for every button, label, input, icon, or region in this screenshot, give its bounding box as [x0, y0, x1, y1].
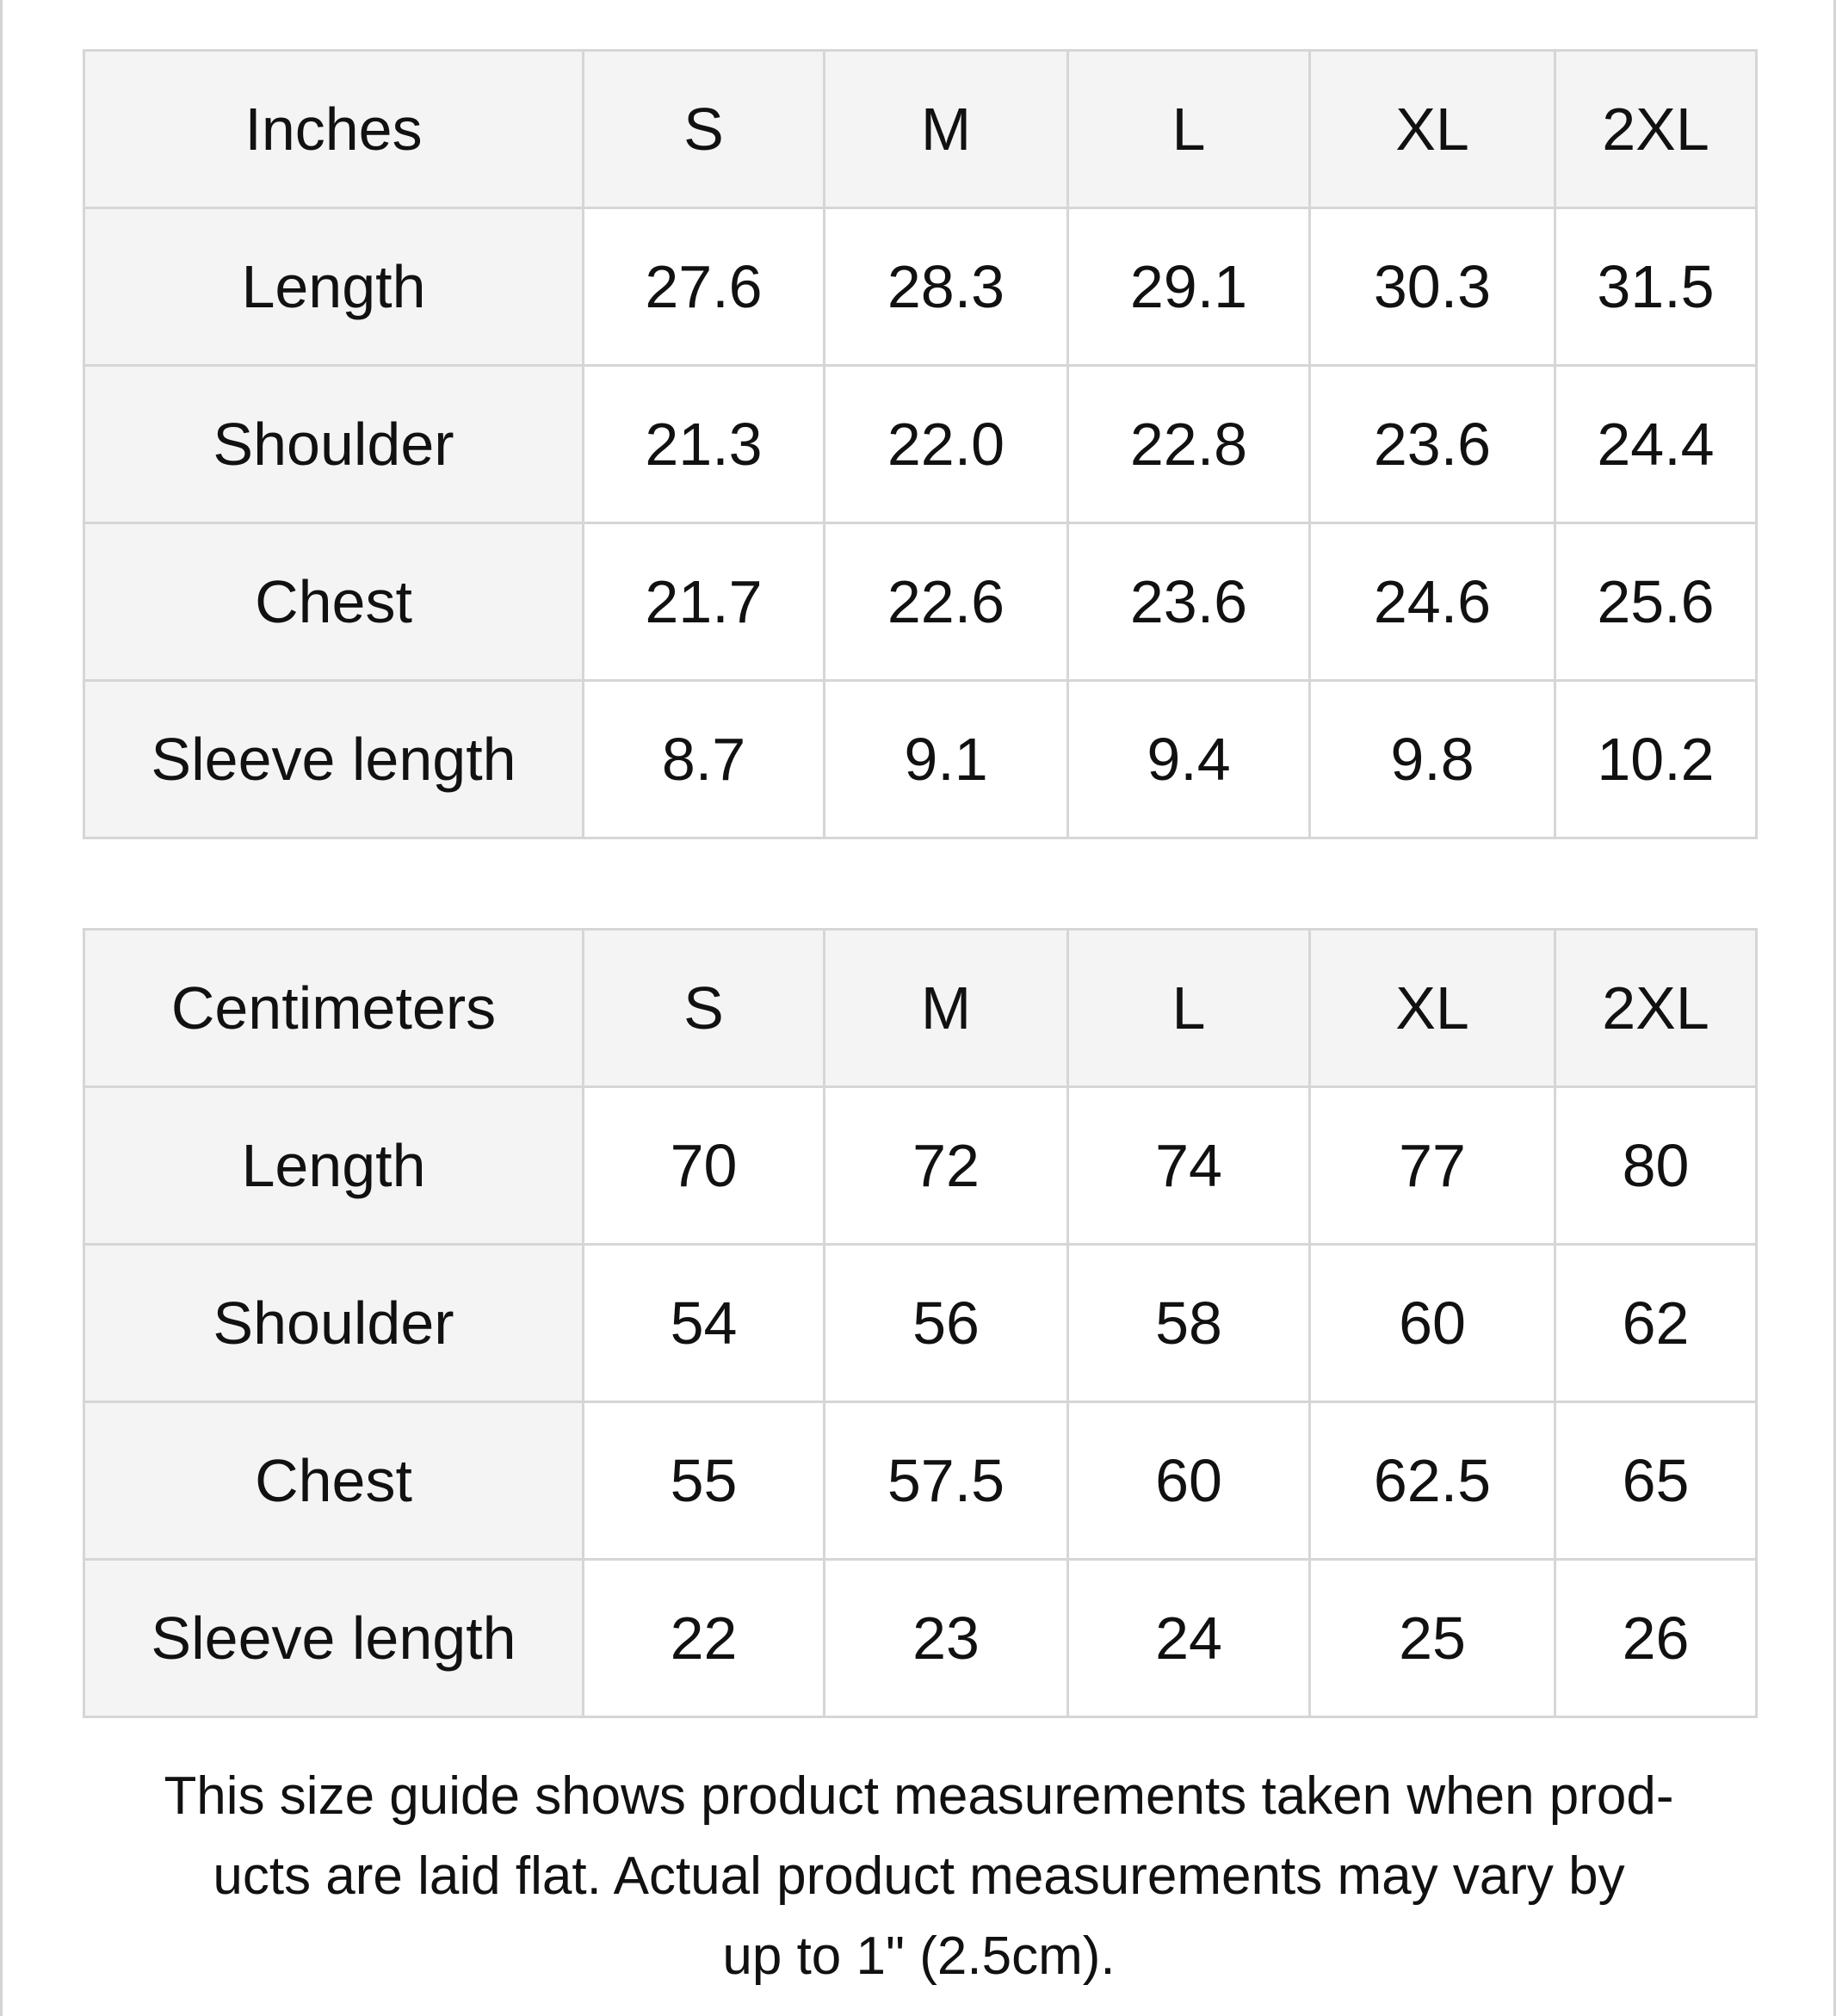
size-header-2xl: 2XL: [1555, 51, 1757, 208]
table-cell: 58: [1068, 1245, 1310, 1402]
row-label: Shoulder: [84, 366, 584, 523]
row-label: Length: [84, 208, 584, 366]
table-cell: 25: [1310, 1560, 1555, 1717]
centimeters-size-table: [83, 928, 1758, 1718]
size-header-xl: XL: [1310, 930, 1555, 1087]
table-cell: 24: [1068, 1560, 1310, 1717]
cm-row-sleeve-length: [84, 1560, 1757, 1717]
size-header-s: S: [584, 930, 825, 1087]
table-cell: 23: [825, 1560, 1068, 1717]
table-cell: 65: [1555, 1402, 1757, 1560]
table-cell: 22.8: [1068, 366, 1310, 523]
table-cell: 54: [584, 1245, 825, 1402]
table-cell: 9.1: [825, 681, 1068, 838]
note-line-3: up to 1" (2.5cm).: [722, 1926, 1116, 1986]
cm-header-row: [84, 930, 1757, 1087]
table-cell: 9.4: [1068, 681, 1310, 838]
row-label: Shoulder: [84, 1245, 584, 1402]
row-label: Sleeve length: [84, 1560, 584, 1717]
size-header-xl: XL: [1310, 51, 1555, 208]
table-cell: 9.8: [1310, 681, 1555, 838]
table-cell: 60: [1068, 1402, 1310, 1560]
inches-row-chest: [84, 523, 1757, 681]
table-cell: 27.6: [584, 208, 825, 366]
page-border-left: [0, 0, 3, 2016]
table-cell: 62: [1555, 1245, 1757, 1402]
table-cell: 62.5: [1310, 1402, 1555, 1560]
row-label: Chest: [84, 1402, 584, 1560]
measurement-note: [103, 1756, 1734, 1996]
table-cell: 25.6: [1555, 523, 1757, 681]
table-cell: 22: [584, 1560, 825, 1717]
table-cell: 31.5: [1555, 208, 1757, 366]
inches-header-row: [84, 51, 1757, 208]
size-header-2xl: 2XL: [1555, 930, 1757, 1087]
table-cell: 70: [584, 1087, 825, 1245]
table-cell: 22.6: [825, 523, 1068, 681]
row-label: Chest: [84, 523, 584, 681]
table-cell: 56: [825, 1245, 1068, 1402]
table-cell: 30.3: [1310, 208, 1555, 366]
cm-unit-header: Centimeters: [84, 930, 584, 1087]
table-cell: 24.6: [1310, 523, 1555, 681]
table-cell: 74: [1068, 1087, 1310, 1245]
inches-size-table: [83, 49, 1758, 839]
inches-unit-header: Inches: [84, 51, 584, 208]
inches-row-length: [84, 208, 1757, 366]
table-cell: 28.3: [825, 208, 1068, 366]
table-cell: 26: [1555, 1560, 1757, 1717]
table-cell: 23.6: [1310, 366, 1555, 523]
table-cell: 24.4: [1555, 366, 1757, 523]
table-cell: 72: [825, 1087, 1068, 1245]
size-header-l: L: [1068, 51, 1310, 208]
table-cell: 22.0: [825, 366, 1068, 523]
table-cell: 60: [1310, 1245, 1555, 1402]
inches-row-sleeve-length: [84, 681, 1757, 838]
inches-row-shoulder: [84, 366, 1757, 523]
table-cell: 23.6: [1068, 523, 1310, 681]
size-header-m: M: [825, 51, 1068, 208]
row-label: Length: [84, 1087, 584, 1245]
size-header-l: L: [1068, 930, 1310, 1087]
table-cell: 21.3: [584, 366, 825, 523]
row-label: Sleeve length: [84, 681, 584, 838]
table-cell: 57.5: [825, 1402, 1068, 1560]
table-cell: 10.2: [1555, 681, 1757, 838]
table-cell: 77: [1310, 1087, 1555, 1245]
cm-row-shoulder: [84, 1245, 1757, 1402]
table-cell: 8.7: [584, 681, 825, 838]
table-cell: 29.1: [1068, 208, 1310, 366]
table-cell: 80: [1555, 1087, 1757, 1245]
note-line-2: ucts are laid flat. Actual product measurements may vary by: [213, 1846, 1625, 1906]
table-cell: 21.7: [584, 523, 825, 681]
size-header-s: S: [584, 51, 825, 208]
cm-row-length: [84, 1087, 1757, 1245]
size-header-m: M: [825, 930, 1068, 1087]
note-line-1: This size guide shows product measurements taken when prod-: [164, 1766, 1674, 1826]
table-cell: 55: [584, 1402, 825, 1560]
cm-row-chest: [84, 1402, 1757, 1560]
